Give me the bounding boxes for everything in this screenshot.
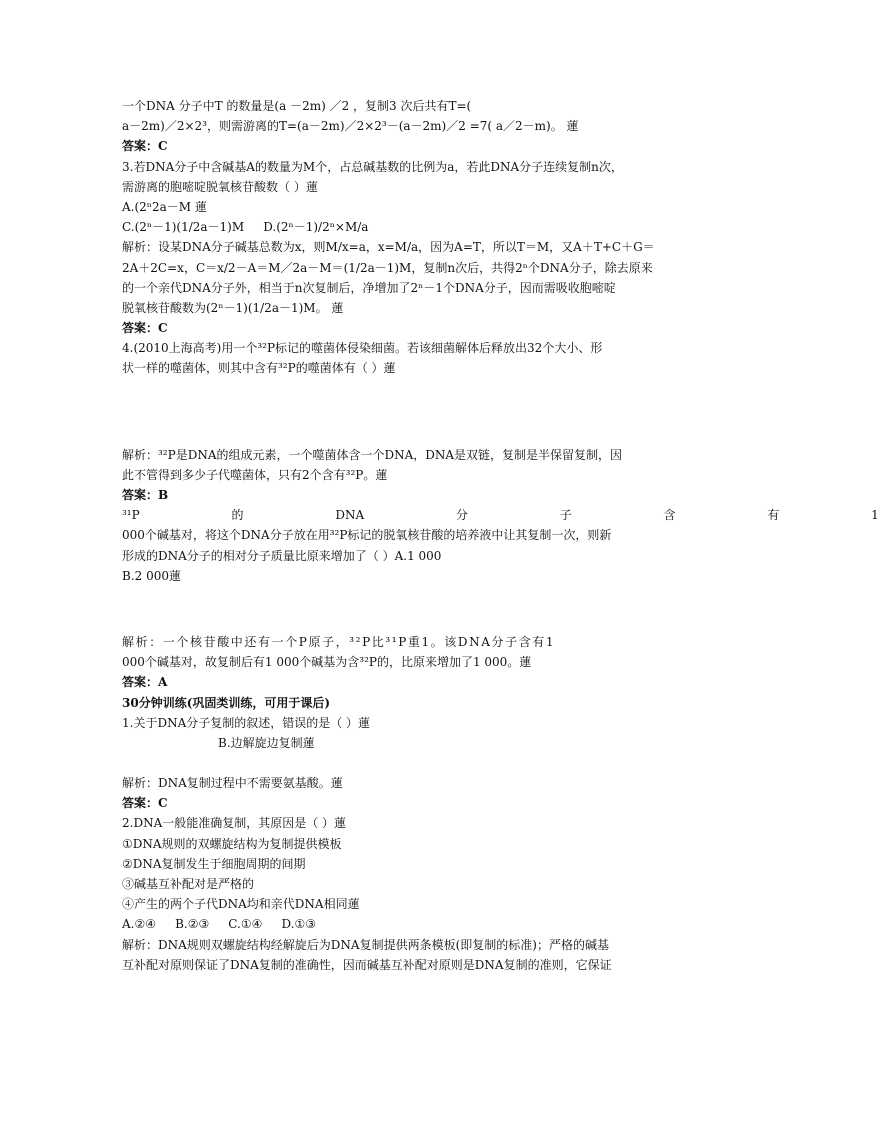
answer-label: 答案：C — [122, 796, 168, 811]
question-2: 2.DNA一般能准确复制，其原因是（ ）蓮 — [122, 816, 347, 831]
blank-space — [122, 379, 672, 445]
option-line: C.(2ⁿ－1)(1/2a－1)M D.(2ⁿ－1)/2ⁿ×M/a — [122, 220, 369, 235]
text-line: 一个DNA 分子中T 的数量是(a －2m) ／2 ，复制3 次后共有T=( — [122, 99, 472, 113]
question-3: 3.若DNA分子中含碱基A的数量为M个，占总碱基数的比例为a，若此DNA分子连续复制n次， — [122, 159, 623, 174]
blank-space — [122, 753, 672, 773]
text-line: 互补配对原则保证了DNA复制的准确性，因而碱基互补配对原则是DNA复制的准则，它保证 — [122, 957, 612, 972]
text-line: 状一样的噬菌体，则其中含有³²P的噬菌体有（ ）蓮 — [122, 361, 396, 376]
analysis-line: 解析：DNA复制过程中不需要氨基酸。蓮 — [122, 776, 343, 791]
text-line: 形成的DNA分子的相对分子质量比原来增加了（ ）A.1 000 — [122, 548, 442, 563]
blank-space — [122, 586, 672, 632]
option-line: A.②④ B.②③ C.①④ D.①③ — [122, 917, 316, 932]
analysis-line: 解析：³²P是DNA的组成元素，一个噬菌体含一个DNA，DNA是双链，复制是半保留复制，因 — [122, 447, 623, 462]
analysis-line: 解析：一个核苷酸中还有一个P原子，³²P比³¹P重1。该DNA分子含有1 — [122, 634, 556, 649]
text-line: 的一个亲代DNA分子外，相当于n次复制后，净增加了2ⁿ－1个DNA分子，因而需吸收胞嘧啶 — [122, 280, 616, 295]
text-line: 000个碱基对，故复制后有1 000个碱基为含³²P的，比原来增加了1 000。蓮 — [122, 655, 532, 670]
text-line: 脱氧核苷酸数为(2ⁿ－1)(1/2a－1)M。 蓮 — [122, 300, 344, 315]
text-line: 需游离的胞嘧啶脱氧核苷酸数（ ）蓮 — [122, 179, 318, 194]
option-line: B.边解旋边复制蓮 — [218, 735, 315, 750]
answer-label: 答案：B — [122, 488, 169, 502]
text-line: a－2m)／2×2³，则需游离的T=(a－2m)／2×2³－(a－2m)／2 =7( a／2－m)。 蓮 — [122, 119, 579, 134]
statement-line: ④产生的两个子代DNA均和亲代DNA相同蓮 — [122, 897, 360, 912]
analysis-line: 解析：DNA规则双螺旋结构经解旋后为DNA复制提供两条模板(即复制的标准)；严格的碱基 — [122, 937, 609, 952]
answer-label: 答案：C — [122, 139, 168, 154]
option-line: A.(2ⁿ2a－M 蓮 — [122, 199, 207, 214]
justified-line: ³¹P 的 DNA 分 子 含 有 1 — [122, 508, 879, 523]
statement-line: ③碱基互补配对是严格的 — [122, 877, 255, 891]
analysis-line: 解析：设某DNA分子碱基总数为x，则M/x=a，x=M/a，因为A=T，所以T＝M，又A＋T+C＋G＝ — [122, 240, 655, 255]
text-line: 000个碱基对，将这个DNA分子放在用³²P标记的脱氧核苷酸的培养液中让其复制一次，则新 — [122, 528, 612, 543]
document-body — [122, 96, 879, 975]
answer-label: 答案：C — [122, 321, 168, 336]
question-1: 1.关于DNA分子复制的叙述，错误的是（ ）蓮 — [122, 715, 371, 730]
text-line: 此不管得到多少子代噬菌体，只有2个含有³²P。蓮 — [122, 467, 388, 482]
option-line: B.2 000蓮 — [122, 568, 181, 583]
answer-label: 答案：A — [122, 675, 168, 690]
question-4: 4.(2010上海高考)用一个³²P标记的噬菌体侵染细菌。若该细菌解体后释放出32个大小、形 — [122, 341, 603, 356]
text-line: 2A＋2C=x，C＝x/2－A＝M／2a－M＝(1/2a－1)M，复制n次后，共得2ⁿ个DNA分子，除去原来 — [122, 260, 653, 275]
statement-line: ①DNA规则的双螺旋结构为复制提供模板 — [122, 836, 342, 851]
section-heading: 30分钟训练(巩固类训练，可用于课后) — [122, 695, 331, 710]
statement-line: ②DNA复制发生于细胞周期的间期 — [122, 856, 306, 871]
